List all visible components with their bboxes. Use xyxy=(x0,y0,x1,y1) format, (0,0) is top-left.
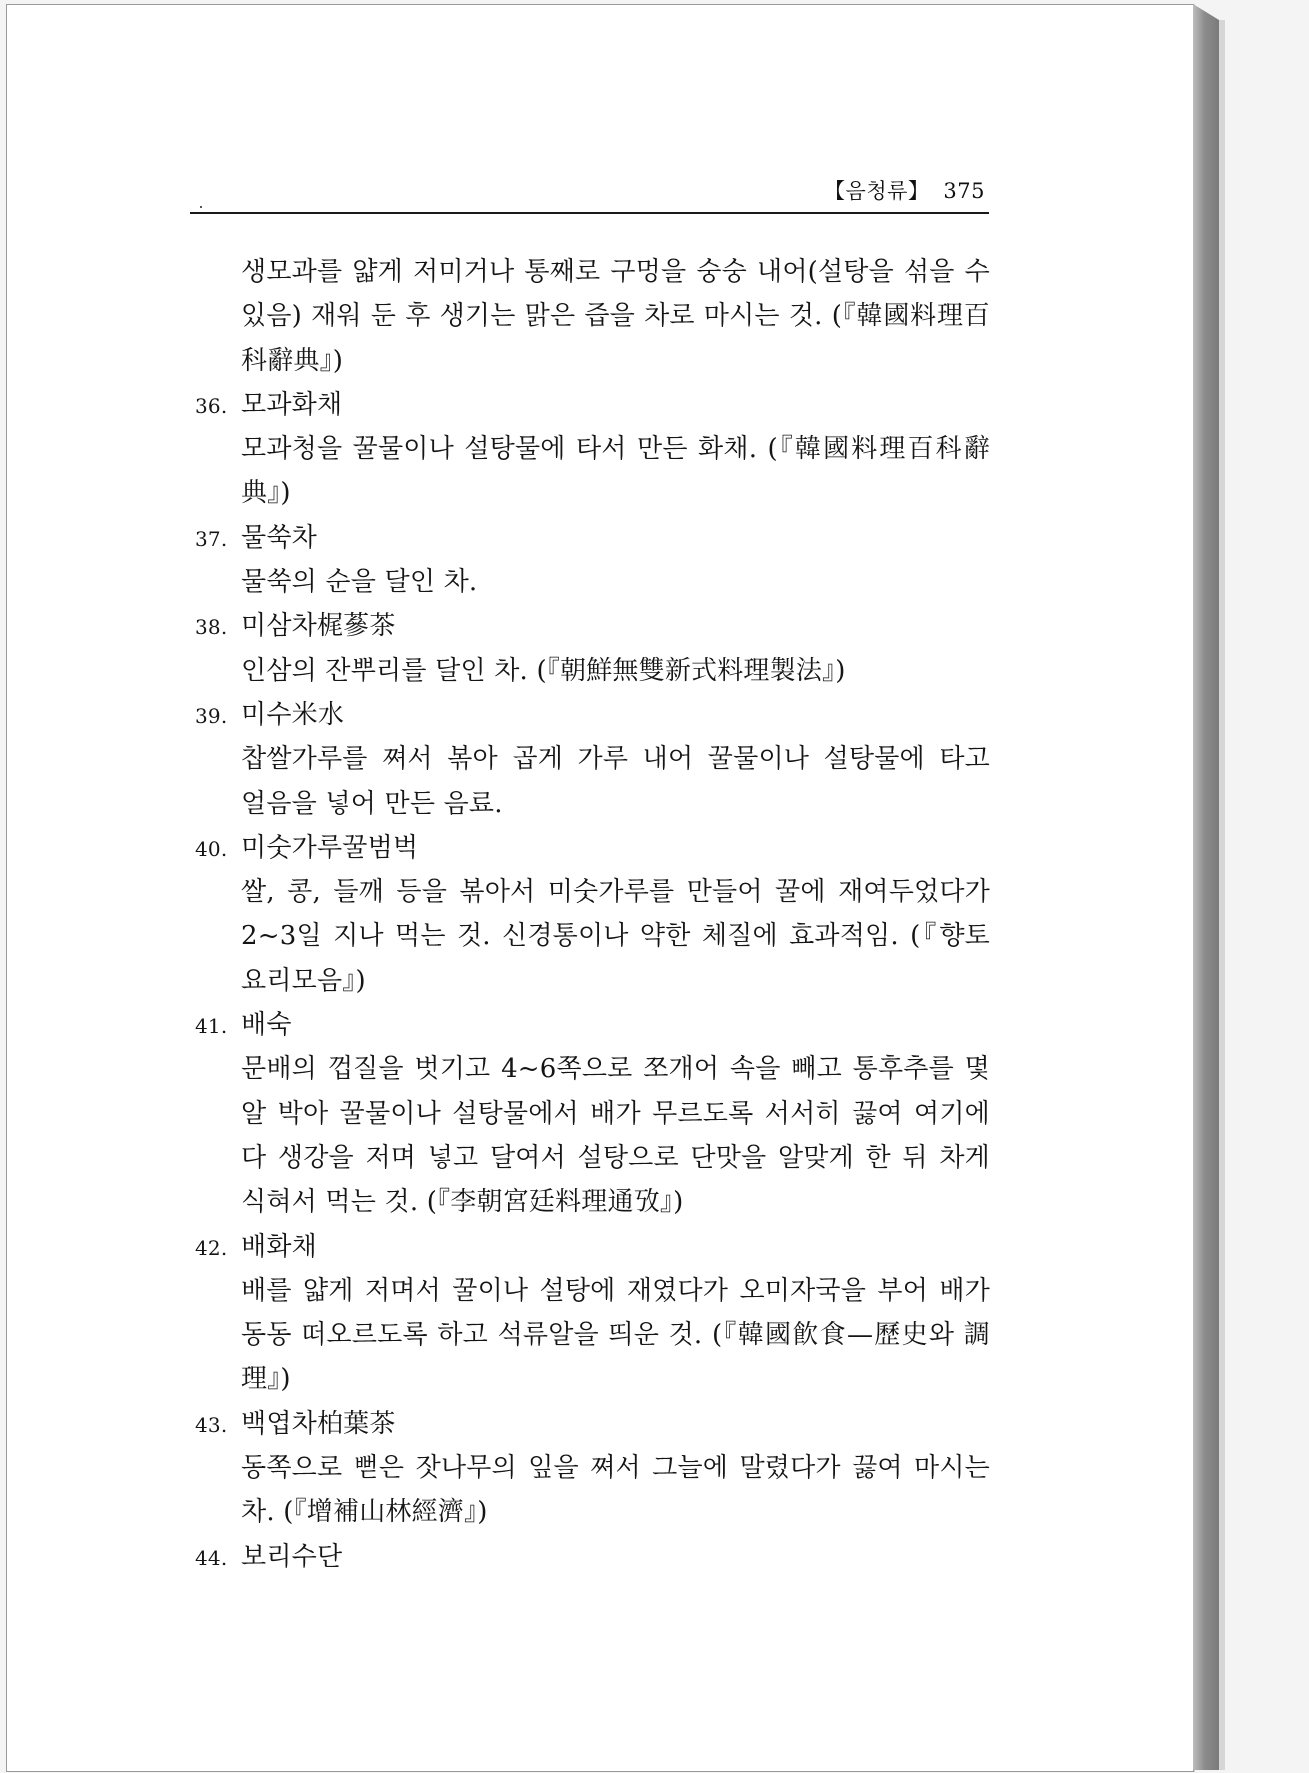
entry-body-line: 물쑥의 순을 달인 차. xyxy=(241,567,478,598)
entry-heading xyxy=(195,1402,990,1446)
entry-heading xyxy=(195,826,990,870)
entry-body-line: 科辭典』) xyxy=(241,345,344,376)
glossary-entry xyxy=(195,250,990,383)
entry-heading xyxy=(195,1003,990,1047)
entry-title: 미삼차梶蔘茶 xyxy=(241,611,396,642)
entry-body-line: 요리모음』) xyxy=(241,965,366,996)
entry-title: 미수米水 xyxy=(241,699,345,730)
page-stack-edge-light xyxy=(1219,20,1225,1770)
glossary-entry xyxy=(195,1003,990,1224)
header-text xyxy=(824,175,985,205)
glossary-entry xyxy=(195,604,990,693)
glossary-entry xyxy=(195,826,990,1003)
glossary-entry xyxy=(195,1402,990,1535)
entry-body-line: 얼음을 넣어 만든 음료. xyxy=(241,788,503,819)
entry-body-line: 생모과를 얇게 저미거나 통째로 구멍을 숭숭 내어(설탕을 섞을 수 xyxy=(241,257,990,287)
entry-body-line: 동동 떠오르도록 하고 석류알을 띄운 것. (『韓國飮食—歷史와 調 xyxy=(241,1320,990,1351)
glossary-entry xyxy=(195,693,990,826)
entry-heading xyxy=(195,604,990,648)
entry-body-line: 배를 얇게 저며서 꿀이나 설탕에 재였다가 오미자국을 부어 배가 xyxy=(241,1275,990,1306)
entry-number: 44. xyxy=(195,1545,228,1570)
entry-title: 보리수단 xyxy=(241,1541,343,1572)
glossary-entry xyxy=(195,383,990,516)
entry-body-line: 차. (『增補山林經濟』) xyxy=(241,1497,488,1528)
entry-body-line: 있음) 재워 둔 후 생기는 맑은 즙을 차로 마시는 것. (『韓國料理百 xyxy=(241,301,990,332)
entry-heading xyxy=(195,1535,990,1579)
entry-title: 물쑥차 xyxy=(241,522,317,553)
entry-body-line: 인삼의 잔뿌리를 달인 차. (『朝鮮無雙新式料理製法』) xyxy=(241,655,846,686)
entry-number: 40. xyxy=(195,836,228,861)
entry-body-line: 찹쌀가루를 쪄서 볶아 곱게 가루 내어 꿀물이나 설탕물에 타고 xyxy=(241,744,990,775)
glossary-entry xyxy=(195,1225,990,1402)
entry-body-line: 동쪽으로 뻗은 잣나무의 잎을 쪄서 그늘에 말렸다가 끓여 마시는 xyxy=(241,1453,990,1484)
glossary-entry xyxy=(195,1535,990,1579)
entry-body-line: 문배의 껍질을 벗기고 4~6쪽으로 쪼개어 속을 빼고 통후추를 몇 xyxy=(241,1054,990,1085)
entry-number: 39. xyxy=(195,703,228,728)
entry-body-line: 알 박아 꿀물이나 설탕물에서 배가 무르도록 서서히 끓여 여기에 xyxy=(241,1098,990,1129)
entry-body-line: 理』) xyxy=(241,1364,291,1395)
entry-number: 38. xyxy=(195,615,228,640)
entry-body-line: 다 생강을 저며 넣고 달여서 설탕으로 단맛을 알맞게 한 뒤 차게 xyxy=(241,1142,990,1173)
header-rule xyxy=(190,212,989,214)
entry-heading xyxy=(195,693,990,737)
page-stack-edge xyxy=(1193,4,1219,1770)
entry-title: 미숫가루꿀범벅 xyxy=(241,832,419,863)
page-number: 375 xyxy=(943,179,985,203)
entry-title: 배숙 xyxy=(241,1010,292,1041)
entry-body-line: 모과청을 꿀물이나 설탕물에 타서 만든 화채. (『韓國料理百科辭 xyxy=(241,434,990,465)
entry-number: 37. xyxy=(195,526,228,551)
entry-title: 모과화채 xyxy=(241,389,343,420)
entry-number: 42. xyxy=(195,1235,228,1260)
entry-body-line: 典』) xyxy=(241,478,291,509)
entry-heading xyxy=(195,383,990,427)
entry-number: 41. xyxy=(195,1014,228,1039)
print-speck xyxy=(200,206,202,208)
entry-title: 백엽차柏葉茶 xyxy=(241,1408,396,1439)
entry-body-line: 식혀서 먹는 것. (『李朝宮廷料理通攷』) xyxy=(241,1187,684,1218)
glossary-entries xyxy=(195,250,990,1579)
entry-title: 배화채 xyxy=(241,1231,317,1262)
section-label: 【음청류】 xyxy=(824,179,930,203)
entry-body-line: 2~3일 지나 먹는 것. 신경통이나 약한 체질에 효과적임. (『향토 xyxy=(241,921,990,952)
entry-heading xyxy=(195,516,990,560)
entry-number: 36. xyxy=(195,393,228,418)
entry-body-line: 쌀, 콩, 들깨 등을 볶아서 미숫가루를 만들어 꿀에 재여두었다가 xyxy=(241,877,990,908)
entry-heading xyxy=(195,1225,990,1269)
glossary-entry xyxy=(195,516,990,605)
running-header xyxy=(190,165,989,213)
entry-number: 43. xyxy=(195,1412,228,1437)
